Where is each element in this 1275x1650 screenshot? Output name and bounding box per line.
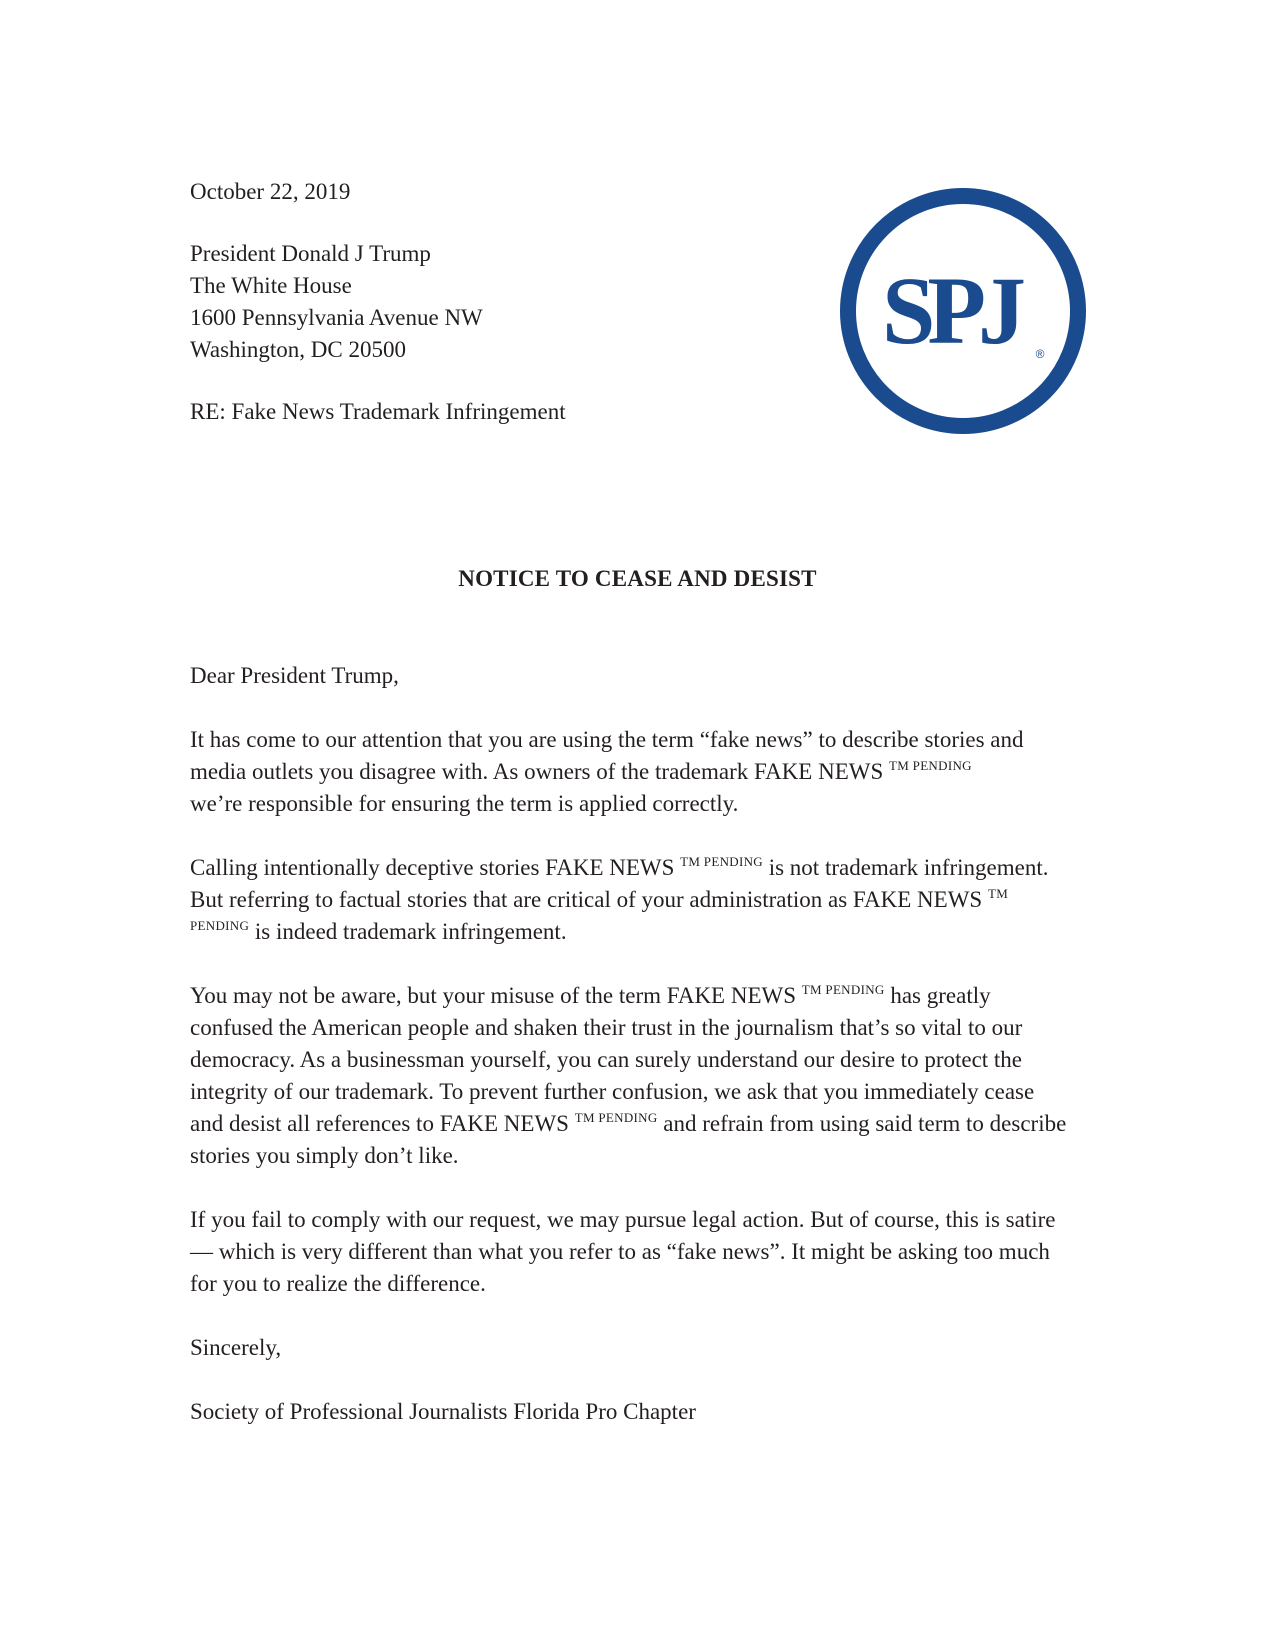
p2-text-a: Calling intentionally deceptive stories FAKE NEWS [190, 855, 675, 880]
paragraph-4: If you fail to comply with our request, we may pursue legal action. But of course, this is satire — which is very different than what you refer to as “fake news”. It might be asking too much for you to realize the difference. [190, 1207, 1056, 1296]
paragraph-3 [190, 980, 1070, 1172]
p2-text-c: is indeed trademark infringement. [254, 919, 567, 944]
recipient-address [190, 238, 810, 366]
tm-pending-mark: TM PENDING [190, 886, 1009, 933]
letter-body [190, 660, 1070, 1460]
letter-date: October 22, 2019 [190, 179, 351, 204]
p2-text-b: is not trademark infringement. But referring to factual stories that are critical of your administration as FAKE NEWS [190, 855, 1049, 912]
tm-pending-mark: TM PENDING [574, 1110, 658, 1125]
spj-logo [832, 180, 1094, 442]
notice-title: NOTICE TO CEASE AND DESIST [458, 566, 817, 591]
recipient-org: The White House [190, 273, 352, 298]
recipient-city: Washington, DC 20500 [190, 337, 407, 362]
p3-text-c: and refrain from using said term to describe stories you simply don’t like. [190, 1111, 1067, 1168]
salutation: Dear President Trump, [190, 663, 399, 688]
subject-line: RE: Fake News Trademark Infringement [190, 399, 566, 424]
paragraph-2 [190, 852, 1070, 948]
p1-text-b: we’re responsible for ensuring the term is applied correctly. [190, 791, 739, 816]
logo-registered-mark: ® [1035, 347, 1045, 361]
p3-text-b: has greatly confused the American people and shaken their trust in the journalism that’s so vital to our democracy. As a businessman yourself, you can surely understand our desire to protect the integrity of our trademark. To prevent further confusion, we ask that you immediately cease and desist all references to FAKE NEWS [190, 983, 1035, 1136]
p3-text-a: You may not be aware, but your misuse of the term FAKE NEWS [190, 983, 797, 1008]
p1-text-a: It has come to our attention that you are using the term “fake news” to describe stories and media outlets you disagree with. As owners of the trademark FAKE NEWS [190, 727, 1024, 784]
tm-pending-mark: TM PENDING [680, 854, 763, 869]
paragraph-1 [190, 724, 1070, 820]
signature: Society of Professional Journalists Florida Pro Chapter [190, 1399, 696, 1424]
recipient-name: President Donald J Trump [190, 241, 431, 266]
letter-header [190, 176, 810, 428]
recipient-street: 1600 Pennsylvania Avenue NW [190, 305, 483, 330]
logo-letters: SPJ [881, 257, 1019, 364]
tm-pending-mark: TM PENDING [889, 758, 972, 773]
closing: Sincerely, [190, 1335, 282, 1360]
tm-pending-mark: TM PENDING [801, 982, 885, 997]
